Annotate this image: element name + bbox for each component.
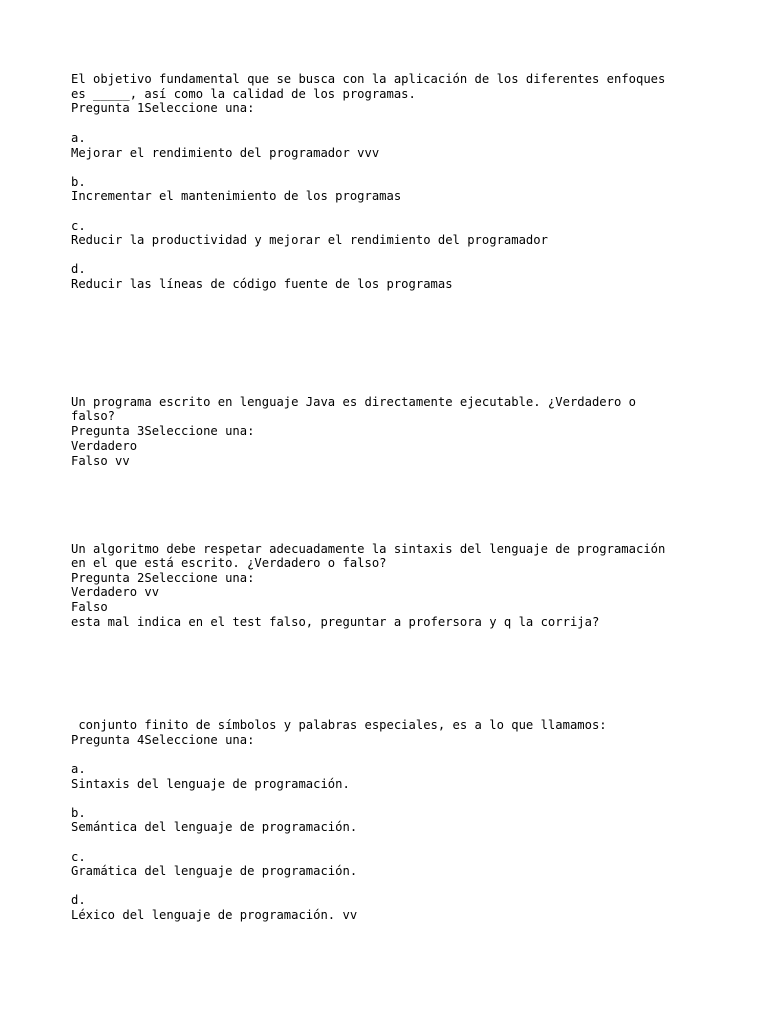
question-4-stem: conjunto finito de símbolos y palabras especiales, es a lo que llamamos:: [71, 718, 607, 732]
question-1-option-d-text: Reducir las líneas de código fuente de los programas: [71, 277, 453, 291]
question-1-stem-line-1: El objetivo fundamental que se busca con la aplicación de los diferentes enfoques: [71, 72, 666, 86]
question-3-stem-line-2: falso?: [71, 409, 116, 423]
question-4-option-a-letter: a.: [71, 762, 86, 776]
question-1-option-d-letter: d.: [71, 262, 86, 276]
question-2-option-true: Verdadero vv: [71, 585, 160, 599]
question-3-option-true: Verdadero: [71, 439, 138, 453]
question-2-stem-line-2: en el que está escrito. ¿Verdadero o falso?: [71, 556, 387, 570]
question-1-option-c-letter: c.: [71, 219, 86, 233]
question-1-option-c-text: Reducir la productividad y mejorar el rendimiento del programador: [71, 233, 548, 247]
question-3-option-false: Falso vv: [71, 454, 130, 468]
question-3-stem-line-1: Un programa escrito en lenguaje Java es directamente ejecutable. ¿Verdadero o: [71, 395, 636, 409]
question-4-prompt: Pregunta 4Seleccione una:: [71, 733, 255, 747]
question-2-prompt: Pregunta 2Seleccione una:: [71, 571, 255, 585]
question-2-stem-line-1: Un algoritmo debe respetar adecuadamente la sintaxis del lenguaje de programación: [71, 542, 666, 556]
question-4-option-d-letter: d.: [71, 893, 86, 907]
question-2-note: esta mal indica en el test falso, preguntar a profersora y q la corrija?: [71, 615, 600, 629]
question-4-option-b-letter: b.: [71, 806, 86, 820]
question-4-option-b-text: Semántica del lenguaje de programación.: [71, 820, 358, 834]
question-1-stem-line-2: es _____, así como la calidad de los programas.: [71, 87, 416, 101]
question-1-option-a-letter: a.: [71, 131, 86, 145]
question-4-option-c-text: Gramática del lenguaje de programación.: [71, 864, 358, 878]
question-1-option-b-letter: b.: [71, 175, 86, 189]
question-4-option-d-text: Léxico del lenguaje de programación. vv: [71, 908, 358, 922]
question-1-option-b-text: Incrementar el mantenimiento de los programas: [71, 189, 402, 203]
question-4-option-a-text: Sintaxis del lenguaje de programación.: [71, 777, 350, 791]
question-3-prompt: Pregunta 3Seleccione una:: [71, 424, 255, 438]
question-4-option-c-letter: c.: [71, 850, 86, 864]
question-1-prompt: Pregunta 1Seleccione una:: [71, 101, 255, 115]
question-1-option-a-text: Mejorar el rendimiento del programador vvv: [71, 146, 380, 160]
question-2-option-false: Falso: [71, 600, 108, 614]
